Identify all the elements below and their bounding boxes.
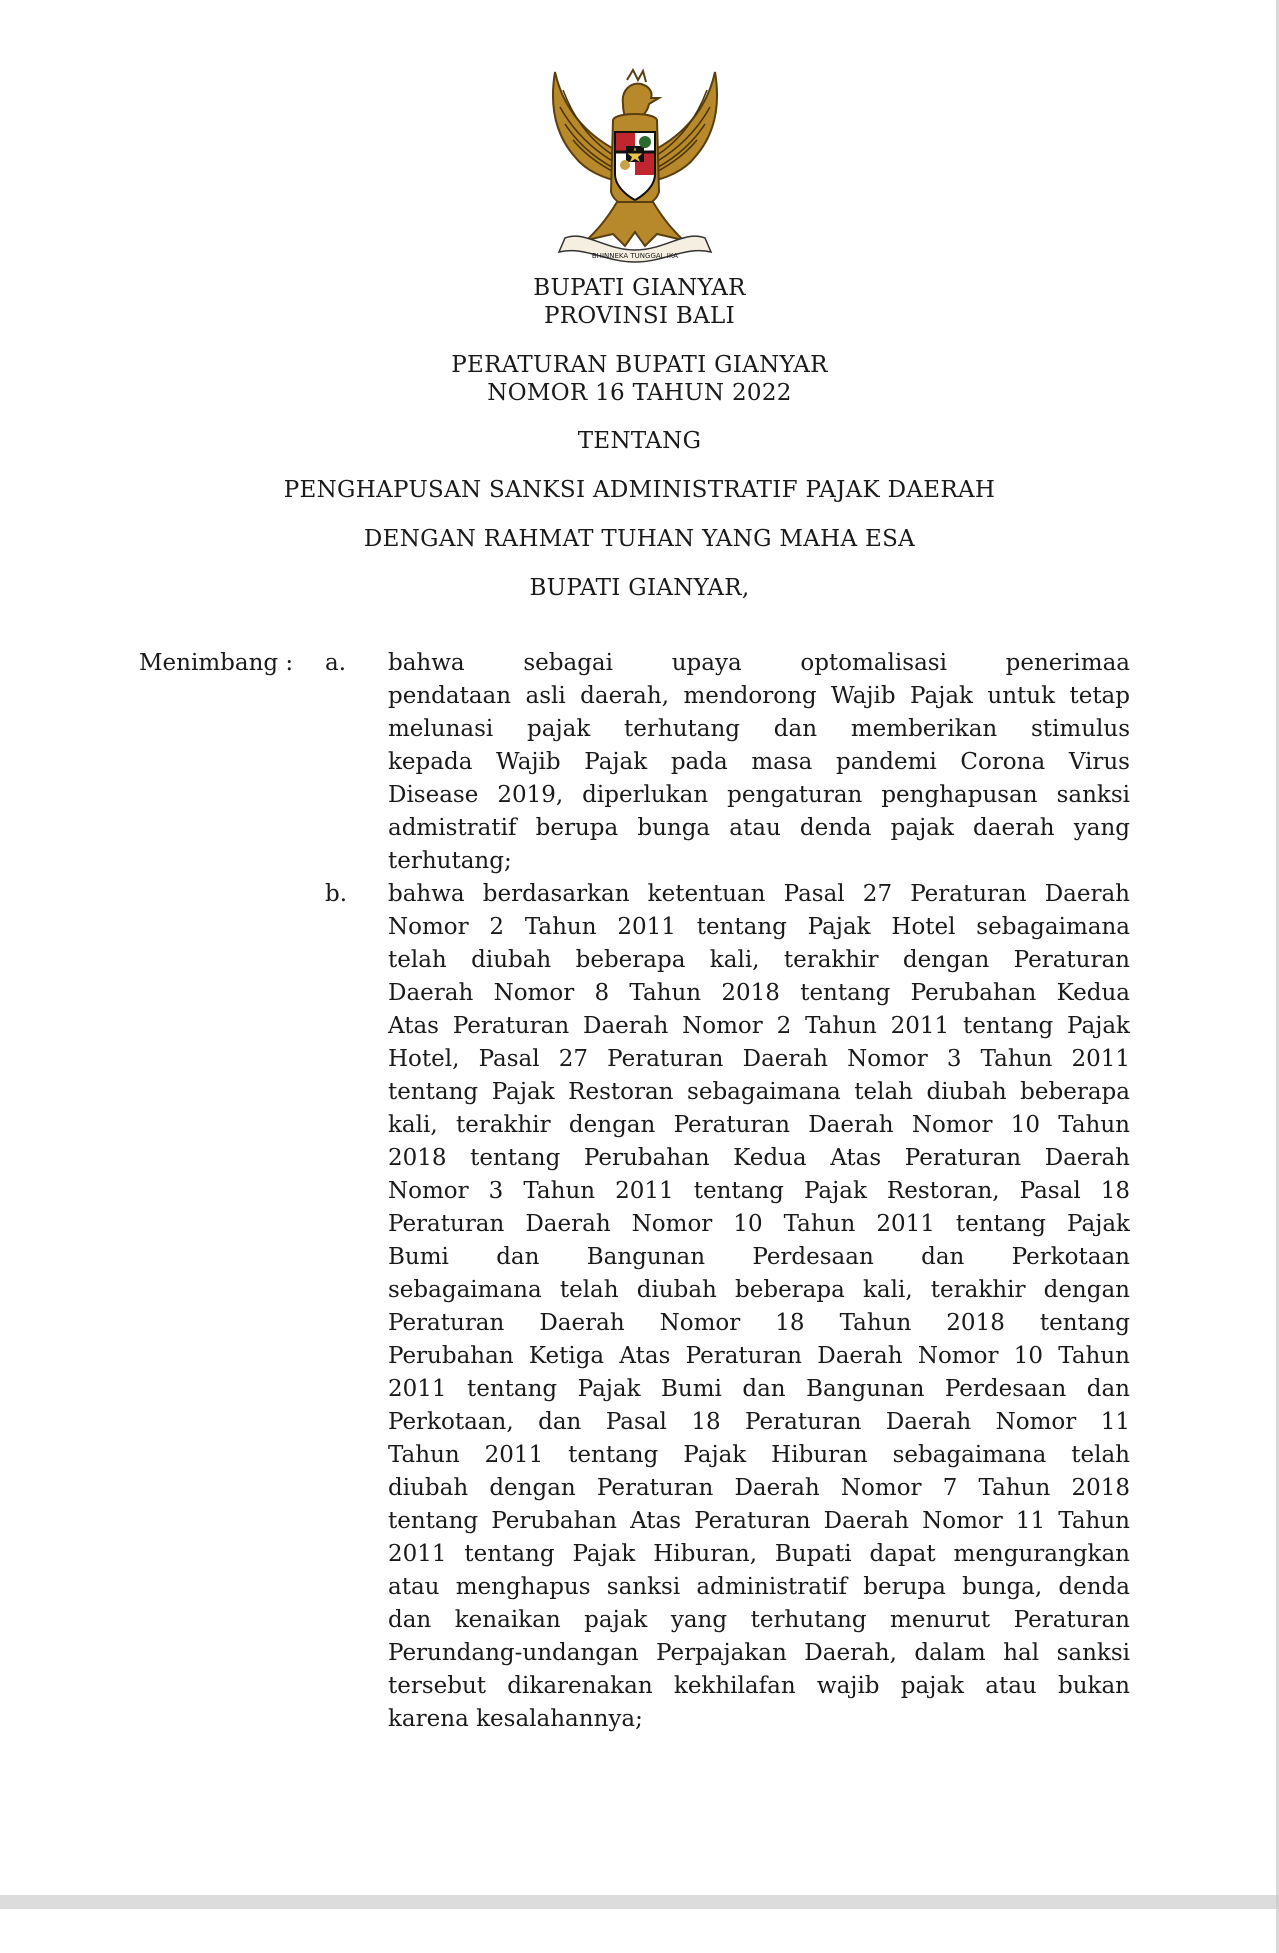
- text-line: Atas Peraturan Daerah Nomor 2 Tahun 2011 tentang Pajak: [388, 1013, 1130, 1039]
- text-line: 2011 tentang Pajak Bumi dan Bangunan Perdesaan dan: [388, 1376, 1130, 1402]
- text-line: admistratif berupa bunga atau denda pajak daerah yang: [388, 815, 1130, 841]
- regulation-title: PERATURAN BUPATI GIANYAR: [451, 352, 828, 378]
- regent-title: BUPATI GIANYAR: [533, 275, 746, 301]
- considering-item-a: [388, 647, 1130, 878]
- text-line: bahwa sebagai upaya optomalisasi penerimaa: [388, 650, 1130, 676]
- text-line: 2018 tentang Perubahan Kedua Atas Peraturan Daerah: [388, 1145, 1130, 1171]
- text-line: bahwa berdasarkan ketentuan Pasal 27 Peraturan Daerah: [388, 881, 1130, 907]
- invocation: DENGAN RAHMAT TUHAN YANG MAHA ESA: [363, 526, 916, 552]
- text-line: sebagaimana telah diubah beberapa kali, terakhir dengan: [388, 1277, 1130, 1303]
- text-line: pendataan asli daerah, mendorong Wajib Pajak untuk tetap: [388, 683, 1130, 709]
- text-line: Perubahan Ketiga Atas Peraturan Daerah Nomor 10 Tahun: [388, 1343, 1130, 1369]
- scan-shadow: [0, 1895, 1279, 1909]
- considering-label: Menimbang :: [139, 650, 294, 676]
- text-line: Daerah Nomor 8 Tahun 2018 tentang Perubahan Kedua: [388, 980, 1130, 1006]
- text-line: dan kenaikan pajak yang terhutang menurut Peraturan: [388, 1607, 1130, 1633]
- item-marker-b: b.: [325, 881, 348, 907]
- considering-item-b: [388, 878, 1130, 1736]
- text-line: karena kesalahannya;: [388, 1706, 643, 1732]
- text-line: Perundang-undangan Perpajakan Daerah, dalam hal sanksi: [388, 1640, 1130, 1666]
- text-line: Nomor 2 Tahun 2011 tentang Pajak Hotel sebagaimana: [388, 914, 1130, 940]
- text-line: terhutang;: [388, 848, 512, 874]
- emblem-motto: [592, 252, 678, 260]
- text-line: tersebut dikarenakan kekhilafan wajib pajak atau bukan: [388, 1673, 1130, 1699]
- about-heading: TENTANG: [577, 428, 702, 454]
- text-line: telah diubah beberapa kali, terakhir dengan Peraturan: [388, 947, 1130, 973]
- text-line: melunasi pajak terhutang dan memberikan stimulus: [388, 716, 1130, 742]
- province-title: PROVINSI BALI: [544, 303, 735, 329]
- regulation-subject: PENGHAPUSAN SANKSI ADMINISTRATIF PAJAK DAERAH: [283, 477, 996, 503]
- text-line: kali, terakhir dengan Peraturan Daerah Nomor 10 Tahun: [388, 1112, 1130, 1138]
- text-line: kepada Wajib Pajak pada masa pandemi Corona Virus: [388, 749, 1130, 775]
- text-line: Bumi dan Bangunan Perdesaan dan Perkotaan: [388, 1244, 1130, 1270]
- text-line: Disease 2019, diperlukan pengaturan penghapusan sanksi: [388, 782, 1130, 808]
- text-line: Nomor 3 Tahun 2011 tentang Pajak Restoran, Pasal 18: [388, 1178, 1130, 1204]
- text-line: Tahun 2011 tentang Pajak Hiburan sebagaimana telah: [388, 1442, 1130, 1468]
- text-line: Hotel, Pasal 27 Peraturan Daerah Nomor 3 Tahun 2011: [388, 1046, 1130, 1072]
- text-line: 2011 tentang Pajak Hiburan, Bupati dapat mengurangkan: [388, 1541, 1130, 1567]
- garuda-pancasila-emblem-icon: [535, 62, 735, 267]
- text-line: diubah dengan Peraturan Daerah Nomor 7 Tahun 2018: [388, 1475, 1130, 1501]
- text-line: Peraturan Daerah Nomor 10 Tahun 2011 tentang Pajak: [388, 1211, 1130, 1237]
- text-line: Peraturan Daerah Nomor 18 Tahun 2018 tentang: [388, 1310, 1130, 1336]
- issuer: BUPATI GIANYAR,: [529, 575, 750, 601]
- svg-text:BHINNEKA TUNGGAL IKA: BHINNEKA TUNGGAL IKA: [591, 252, 679, 260]
- item-marker-a: a.: [325, 650, 347, 676]
- text-line: Perkotaan, dan Pasal 18 Peraturan Daerah Nomor 11: [388, 1409, 1130, 1435]
- text-line: tentang Perubahan Atas Peraturan Daerah Nomor 11 Tahun: [388, 1508, 1130, 1534]
- text-line: tentang Pajak Restoran sebagaimana telah diubah beberapa: [388, 1079, 1130, 1105]
- regulation-number: NOMOR 16 TAHUN 2022: [487, 380, 792, 406]
- text-line: atau menghapus sanksi administratif berupa bunga, denda: [388, 1574, 1130, 1600]
